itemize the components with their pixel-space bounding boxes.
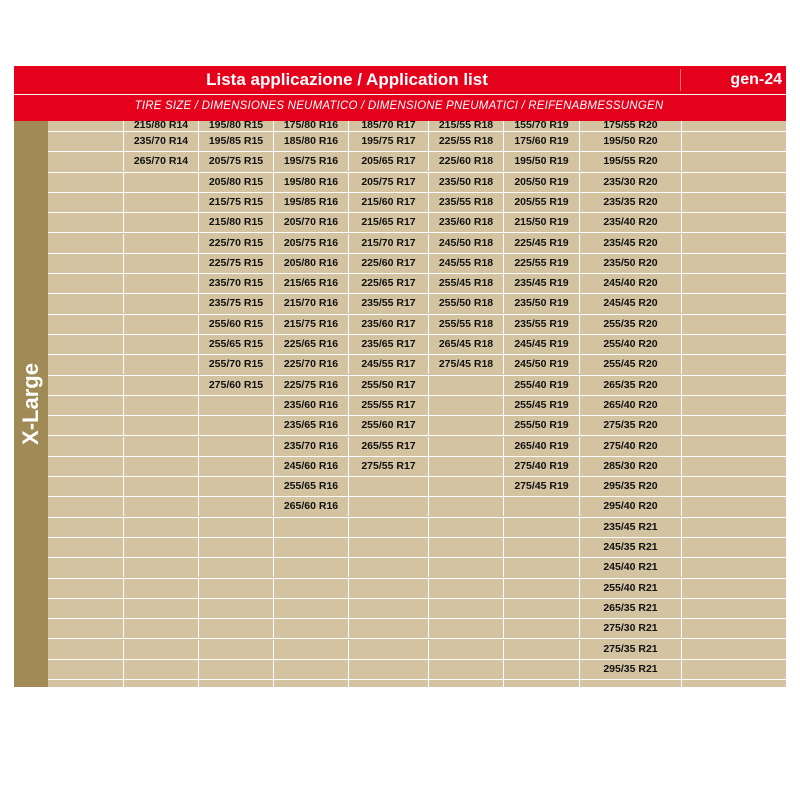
table-cell: 235/55 R17 <box>349 294 429 313</box>
table-cell: 235/65 R17 <box>349 335 429 354</box>
table-row <box>48 335 786 355</box>
table-cell: 155/70 R19 <box>504 121 580 133</box>
table-cell: 225/60 R18 <box>429 152 504 171</box>
table-cell: 255/40 R19 <box>504 376 580 395</box>
table-cell: 295/35 R20 <box>580 477 682 496</box>
table-cell <box>48 234 124 253</box>
table-cell: 195/85 R16 <box>274 193 349 212</box>
table-cell <box>504 660 580 679</box>
table-cell: 195/50 R19 <box>504 152 580 171</box>
table-cell <box>429 558 504 577</box>
table-cell <box>124 538 199 557</box>
table-cell: 235/70 R14 <box>124 132 199 151</box>
table-cell: 235/55 R19 <box>504 315 580 334</box>
table-cell: 245/45 R19 <box>504 335 580 354</box>
table-row <box>48 457 786 477</box>
table-cell: 255/60 R15 <box>199 315 274 334</box>
table-cell: 235/60 R18 <box>429 213 504 232</box>
table-cell <box>349 640 429 659</box>
table-row <box>48 599 786 619</box>
table-cell <box>48 579 124 598</box>
table-cell: 235/50 R20 <box>580 254 682 273</box>
table-cell <box>199 619 274 638</box>
table-cell <box>274 558 349 577</box>
table-cell <box>48 152 124 171</box>
table-cell: 195/85 R15 <box>199 132 274 151</box>
table-cell <box>274 680 349 699</box>
table-cell <box>274 518 349 537</box>
table-cell <box>48 558 124 577</box>
table-cell <box>682 213 786 232</box>
table-cell: 215/60 R17 <box>349 193 429 212</box>
table-cell: 235/45 R21 <box>580 518 682 537</box>
table-cell <box>199 599 274 618</box>
table-cell <box>682 640 786 659</box>
table-cell: 175/60 R19 <box>504 132 580 151</box>
table-cell <box>429 376 504 395</box>
table-cell <box>682 660 786 679</box>
table-cell <box>48 416 124 435</box>
table-cell: 195/80 R16 <box>274 173 349 192</box>
table-cell <box>48 355 124 374</box>
table-cell <box>349 579 429 598</box>
table-cell <box>504 599 580 618</box>
table-cell <box>504 518 580 537</box>
table-cell: 195/75 R16 <box>274 152 349 171</box>
table-cell <box>124 355 199 374</box>
table-cell <box>682 355 786 374</box>
table-cell <box>199 437 274 456</box>
table-cell: 275/30 R21 <box>580 619 682 638</box>
table-cell <box>682 619 786 638</box>
table-cell <box>48 315 124 334</box>
page-title: Lista applicazione / Application list <box>206 70 488 89</box>
table-cell <box>124 416 199 435</box>
table-cell <box>429 477 504 496</box>
table-cell <box>682 335 786 354</box>
table-cell <box>349 599 429 618</box>
table-cell <box>682 234 786 253</box>
table-cell <box>274 619 349 638</box>
table-cell <box>682 558 786 577</box>
table-cell <box>429 660 504 679</box>
table-cell <box>504 640 580 659</box>
table-cell: 235/45 R20 <box>580 234 682 253</box>
table-cell <box>199 477 274 496</box>
table-cell <box>48 193 124 212</box>
table-cell <box>349 619 429 638</box>
table-cell: 255/50 R18 <box>429 294 504 313</box>
table-cell <box>682 538 786 557</box>
table-cell: 215/70 R17 <box>349 234 429 253</box>
table-row <box>48 132 786 152</box>
table-cell: 235/60 R17 <box>349 315 429 334</box>
table-cell: 245/60 R16 <box>274 457 349 476</box>
table-row <box>48 274 786 294</box>
table-cell <box>682 152 786 171</box>
table-cell <box>199 660 274 679</box>
table-cell <box>199 518 274 537</box>
table-cell <box>682 437 786 456</box>
table-cell: 255/40 R21 <box>580 579 682 598</box>
table-cell: 285/30 R20 <box>580 457 682 476</box>
table-cell <box>48 538 124 557</box>
table-cell: 235/35 R20 <box>580 193 682 212</box>
table-cell <box>274 579 349 598</box>
table-cell <box>682 497 786 516</box>
table-cell: 265/35 R21 <box>580 599 682 618</box>
table-cell: 275/40 R20 <box>580 437 682 456</box>
table-cell: 265/70 R14 <box>124 152 199 171</box>
table-cell <box>48 396 124 415</box>
table-cell <box>199 680 274 699</box>
table-row <box>48 660 786 680</box>
table-cell <box>48 294 124 313</box>
table-cell: 235/40 R20 <box>580 213 682 232</box>
table-cell: 225/45 R19 <box>504 234 580 253</box>
table-cell: 175/55 R20 <box>580 121 682 133</box>
table-cell: 225/70 R15 <box>199 234 274 253</box>
table-cell <box>48 254 124 273</box>
table-cell <box>682 579 786 598</box>
table-cell: 235/75 R15 <box>199 294 274 313</box>
table-cell: 215/65 R17 <box>349 213 429 232</box>
table-cell <box>48 437 124 456</box>
table-cell: 245/40 R21 <box>580 558 682 577</box>
table-cell <box>124 457 199 476</box>
table-cell: 205/75 R15 <box>199 152 274 171</box>
table-cell <box>429 640 504 659</box>
table-cell <box>682 457 786 476</box>
table-cell <box>124 396 199 415</box>
table-cell <box>124 599 199 618</box>
table-cell: 255/60 R17 <box>349 416 429 435</box>
table-cell <box>199 579 274 598</box>
table-cell: 255/65 R15 <box>199 335 274 354</box>
table-cell: 245/50 R18 <box>429 234 504 253</box>
table-cell <box>124 558 199 577</box>
table-cell: 195/75 R17 <box>349 132 429 151</box>
table-row <box>48 477 786 497</box>
table-cell: 275/35 R20 <box>580 416 682 435</box>
table-cell: 255/55 R17 <box>349 396 429 415</box>
table-cell: 205/75 R17 <box>349 173 429 192</box>
table-cell <box>429 437 504 456</box>
table-cell: 245/55 R17 <box>349 355 429 374</box>
table-cell: 215/70 R16 <box>274 294 349 313</box>
table-cell <box>504 558 580 577</box>
table-cell <box>274 538 349 557</box>
table-row <box>48 315 786 335</box>
table-cell: 215/80 R14 <box>124 121 199 133</box>
table-cell: 255/40 R20 <box>580 335 682 354</box>
table-cell <box>429 497 504 516</box>
table-cell <box>124 294 199 313</box>
table-cell: 205/75 R16 <box>274 234 349 253</box>
table-cell <box>682 173 786 192</box>
table-cell <box>429 579 504 598</box>
table-row <box>48 376 786 396</box>
table-cell: 265/55 R17 <box>349 437 429 456</box>
table-cell <box>124 274 199 293</box>
table-cell <box>349 538 429 557</box>
table-cell <box>48 132 124 151</box>
table-cell <box>349 558 429 577</box>
table-cell: 255/65 R16 <box>274 477 349 496</box>
table-cell <box>48 497 124 516</box>
table-cell: 265/40 R19 <box>504 437 580 456</box>
table-cell: 275/60 R15 <box>199 376 274 395</box>
table-cell <box>48 599 124 618</box>
subtitle-bar <box>14 95 786 118</box>
table-row <box>48 619 786 639</box>
table-cell <box>124 335 199 354</box>
table-cell: 205/80 R15 <box>199 173 274 192</box>
table-cell: 235/50 R18 <box>429 173 504 192</box>
table-cell: 245/50 R19 <box>504 355 580 374</box>
table-cell <box>199 640 274 659</box>
table-cell <box>504 497 580 516</box>
table-cell <box>504 538 580 557</box>
table-cell: 255/55 R18 <box>429 315 504 334</box>
table-row <box>48 396 786 416</box>
table-cell: 235/45 R19 <box>504 274 580 293</box>
table-cell: 235/65 R16 <box>274 416 349 435</box>
table-cell <box>682 477 786 496</box>
table-cell <box>682 599 786 618</box>
table-cell <box>48 376 124 395</box>
table-cell <box>429 538 504 557</box>
table-cell: 265/45 R18 <box>429 335 504 354</box>
table-cell <box>199 396 274 415</box>
table-cell: 235/70 R16 <box>274 437 349 456</box>
table-cell: 295/35 R21 <box>580 660 682 679</box>
table-row <box>48 193 786 213</box>
table-cell: 275/45 R18 <box>429 355 504 374</box>
table-row <box>48 640 786 660</box>
table-cell: 275/55 R17 <box>349 457 429 476</box>
table-cell <box>274 660 349 679</box>
table-cell: 265/60 R16 <box>274 497 349 516</box>
table-cell: 225/75 R16 <box>274 376 349 395</box>
table-cell: 255/50 R17 <box>349 376 429 395</box>
table-cell: 205/55 R19 <box>504 193 580 212</box>
table-cell <box>199 497 274 516</box>
table-cell: 235/50 R19 <box>504 294 580 313</box>
table-cell <box>682 376 786 395</box>
table-cell: 255/70 R15 <box>199 355 274 374</box>
table-cell <box>429 518 504 537</box>
table-cell <box>349 680 429 699</box>
table-cell: 255/45 R20 <box>580 355 682 374</box>
table-cell: 195/50 R20 <box>580 132 682 151</box>
table-row <box>48 234 786 254</box>
table-cell <box>124 477 199 496</box>
table-cell <box>199 416 274 435</box>
table-cell: 195/80 R15 <box>199 121 274 133</box>
table-cell: 255/35 R20 <box>580 315 682 334</box>
table-cell: 245/55 R18 <box>429 254 504 273</box>
title-bar <box>14 66 786 95</box>
table-cell <box>682 396 786 415</box>
table-cell <box>124 315 199 334</box>
table-cell <box>274 640 349 659</box>
table-cell <box>124 213 199 232</box>
table-cell <box>48 640 124 659</box>
table-cell <box>429 396 504 415</box>
table-cell <box>124 518 199 537</box>
table-cell <box>124 619 199 638</box>
table-cell <box>124 437 199 456</box>
table-cell <box>124 579 199 598</box>
table-cell <box>124 173 199 192</box>
table-cell: 225/55 R19 <box>504 254 580 273</box>
table-cell: 205/65 R17 <box>349 152 429 171</box>
table-cell: 275/35 R21 <box>580 640 682 659</box>
table-cell <box>682 193 786 212</box>
table-cell: 215/65 R16 <box>274 274 349 293</box>
table-cell <box>199 558 274 577</box>
table-cell <box>580 680 682 699</box>
table-cell <box>48 274 124 293</box>
table-cell <box>48 619 124 638</box>
table-cell <box>199 538 274 557</box>
table-cell <box>682 680 786 699</box>
table-cell <box>124 234 199 253</box>
table-cell: 215/50 R19 <box>504 213 580 232</box>
table-cell <box>124 193 199 212</box>
table-cell <box>682 518 786 537</box>
table-cell: 205/70 R16 <box>274 213 349 232</box>
table-cell <box>48 457 124 476</box>
table-cell <box>124 376 199 395</box>
table-cell <box>48 518 124 537</box>
table-cell <box>504 619 580 638</box>
table-row <box>48 355 786 375</box>
table-row <box>48 121 786 132</box>
table-cell <box>682 254 786 273</box>
table-cell <box>429 599 504 618</box>
table-row <box>48 416 786 436</box>
table-cell: 175/80 R16 <box>274 121 349 133</box>
table-cell <box>199 457 274 476</box>
table-cell <box>48 680 124 699</box>
table-cell <box>48 477 124 496</box>
table-cell <box>682 315 786 334</box>
table-cell <box>124 254 199 273</box>
category-label: X-Large <box>18 363 43 445</box>
table-cell: 185/70 R17 <box>349 121 429 133</box>
table-cell <box>48 660 124 679</box>
document-code: gen-24 <box>730 71 782 88</box>
table-cell: 215/55 R18 <box>429 121 504 133</box>
table-cell: 205/80 R16 <box>274 254 349 273</box>
table-cell: 225/55 R18 <box>429 132 504 151</box>
table-cell: 275/40 R19 <box>504 457 580 476</box>
table-row <box>48 579 786 599</box>
table-row <box>48 518 786 538</box>
table-cell <box>429 680 504 699</box>
table-cell: 185/80 R16 <box>274 132 349 151</box>
table-cell: 215/80 R15 <box>199 213 274 232</box>
table-cell: 235/60 R16 <box>274 396 349 415</box>
table-cell: 275/45 R19 <box>504 477 580 496</box>
table-row <box>48 497 786 517</box>
table-cell <box>274 599 349 618</box>
tire-size-table <box>48 121 786 687</box>
subtitle: TIRE SIZE / DIMENSIONES NEUMATICO / DIMENSIONE PNEUMATICI / REIFENABMESSUNGEN <box>134 100 664 112</box>
table-cell: 255/50 R19 <box>504 416 580 435</box>
table-cell <box>124 680 199 699</box>
table-row <box>48 437 786 457</box>
table-cell: 265/35 R20 <box>580 376 682 395</box>
table-row <box>48 152 786 172</box>
table-cell <box>349 518 429 537</box>
table-cell <box>48 335 124 354</box>
table-cell: 215/75 R16 <box>274 315 349 334</box>
table-cell: 245/40 R20 <box>580 274 682 293</box>
table-cell: 265/40 R20 <box>580 396 682 415</box>
table-cell <box>682 294 786 313</box>
table-cell <box>682 416 786 435</box>
table-row <box>48 294 786 314</box>
table-cell: 225/65 R16 <box>274 335 349 354</box>
table-cell <box>124 660 199 679</box>
table-cell <box>429 619 504 638</box>
table-row <box>48 680 786 700</box>
table-cell <box>504 579 580 598</box>
table-cell: 255/45 R19 <box>504 396 580 415</box>
table-cell: 255/45 R18 <box>429 274 504 293</box>
table-cell: 235/55 R18 <box>429 193 504 212</box>
table-cell <box>504 680 580 699</box>
table-cell <box>682 274 786 293</box>
table-row <box>48 254 786 274</box>
table-cell: 245/45 R20 <box>580 294 682 313</box>
table-cell <box>682 132 786 151</box>
table-cell <box>124 640 199 659</box>
table-cell: 225/60 R17 <box>349 254 429 273</box>
table-cell: 225/70 R16 <box>274 355 349 374</box>
table-cell <box>48 213 124 232</box>
table-cell <box>124 497 199 516</box>
table-cell: 195/55 R20 <box>580 152 682 171</box>
table-cell: 225/65 R17 <box>349 274 429 293</box>
table-cell <box>429 457 504 476</box>
table-cell <box>429 416 504 435</box>
table-row <box>48 558 786 578</box>
table-cell: 235/70 R15 <box>199 274 274 293</box>
table-cell: 295/40 R20 <box>580 497 682 516</box>
table-cell: 235/30 R20 <box>580 173 682 192</box>
table-cell <box>349 497 429 516</box>
table-cell: 225/75 R15 <box>199 254 274 273</box>
table-cell: 245/35 R21 <box>580 538 682 557</box>
table-cell: 205/50 R19 <box>504 173 580 192</box>
table-cell <box>48 173 124 192</box>
table-row <box>48 173 786 193</box>
table-cell: 215/75 R15 <box>199 193 274 212</box>
table-row <box>48 538 786 558</box>
table-cell <box>349 660 429 679</box>
table-cell <box>349 477 429 496</box>
table-row <box>48 213 786 233</box>
